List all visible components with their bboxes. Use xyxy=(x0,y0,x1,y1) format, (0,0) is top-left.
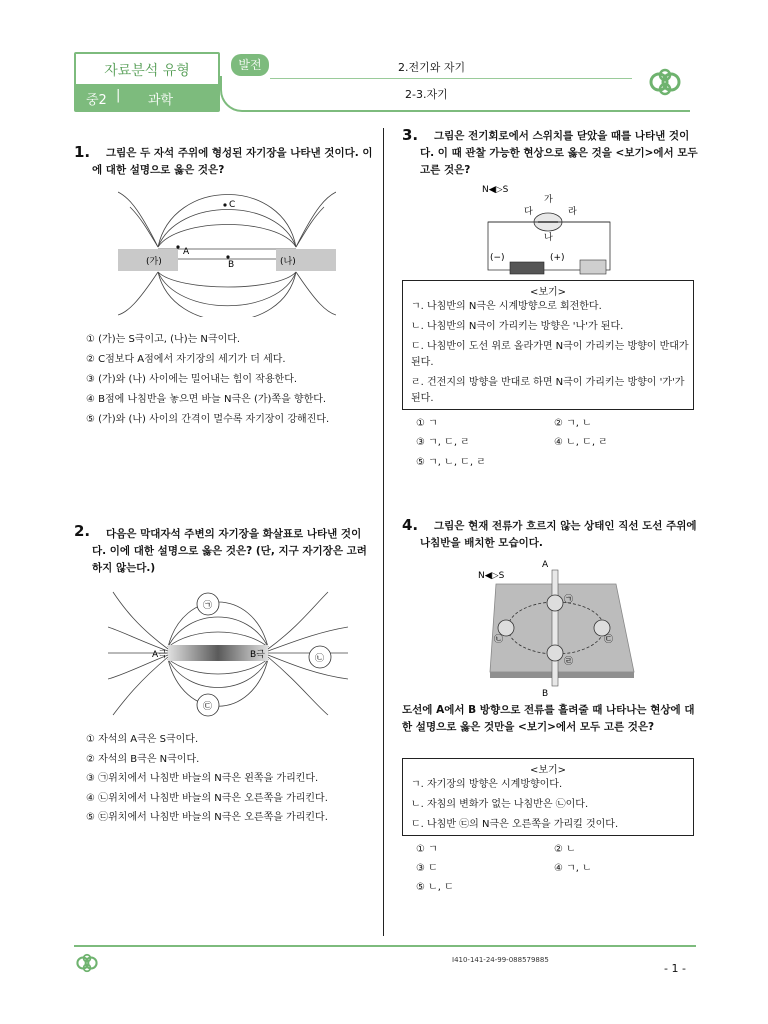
q1-choice-4[interactable]: ④ B점에 나침반을 놓으면 바늘 N극은 (가)쪽을 향한다. xyxy=(86,394,327,405)
q3-fig-da: 다 xyxy=(524,207,533,217)
header-frame-line xyxy=(258,110,690,112)
q4-fig-point-4: ㉣ xyxy=(564,657,574,667)
header-level-badge: 발전 xyxy=(231,54,269,76)
q4-figure xyxy=(476,556,640,700)
q2-choice-1[interactable]: ① 자석의 A극은 S극이다. xyxy=(86,734,199,745)
q2-choice-3[interactable]: ③ ㉠위치에서 나침반 바늘의 N극은 왼쪽을 가리킨다. xyxy=(86,773,319,784)
header-divider xyxy=(270,78,632,79)
q4-fig-point-1: ㉠ xyxy=(564,595,574,605)
q1-choice-2[interactable]: ② C점보다 A점에서 자기장의 세기가 더 세다. xyxy=(86,354,286,365)
header-chapter: 2.전기와 자기 xyxy=(398,61,466,74)
q3-answer-4[interactable]: ④ ㄴ, ㄷ, ㄹ xyxy=(554,437,608,448)
q3-fig-ga: 가 xyxy=(544,195,553,205)
header-grade-bar xyxy=(76,84,218,110)
page-number: - 1 - xyxy=(664,962,686,975)
q4-answer-4[interactable]: ④ ㄱ, ㄴ xyxy=(554,863,592,874)
q4-text-2: 도선에 A에서 B 방향으로 전류를 흘려줄 때 나타나는 현상에 대한 설명으로 옳은 것만을 <보기>에서 모두 고른 것은? xyxy=(402,704,695,733)
column-divider xyxy=(383,128,384,936)
q3-answer-2[interactable]: ② ㄱ, ㄴ xyxy=(554,418,592,429)
logo-icon xyxy=(646,66,684,98)
q3-bogi-title: <보기> xyxy=(529,287,567,298)
q3-text: 그림은 전기회로에서 스위치를 닫았을 때를 나타낸 것이다. 이 때 관찰 가능한 현상으로 옳은 것을 <보기>에서 모두 고른 것은? xyxy=(420,130,698,176)
q3-bogi-box xyxy=(402,280,694,410)
q2-choice-2[interactable]: ② 자석의 B극은 N극이다. xyxy=(86,754,200,765)
q2-number: 2. xyxy=(74,522,91,540)
q4-bogi-item-2: ㄴ. 자침의 변화가 없는 나침반은 ㉡이다. xyxy=(411,799,589,810)
q3-fig-na: 나 xyxy=(544,233,553,243)
q4-fig-b: B xyxy=(542,689,549,699)
header-separator: | xyxy=(116,88,121,103)
q2-fig-pole-b: B극 xyxy=(250,650,265,660)
q4-fig-point-2: ㉡ xyxy=(494,635,504,645)
q2-choice-4[interactable]: ④ ㉡위치에서 나침반 바늘의 N극은 오른쪽을 가리킨다. xyxy=(86,793,328,804)
header-subject: 과학 xyxy=(148,93,174,108)
q3-answer-3[interactable]: ③ ㄱ, ㄷ, ㄹ xyxy=(416,437,470,448)
header-grade: 중2 xyxy=(86,93,107,108)
q3-bogi-item-3: ㄷ. 나침반이 도선 위로 올라가면 N극이 가리키는 방향이 반대가 된다. xyxy=(411,341,689,368)
q2-text: 다음은 막대자석 주변의 자기장을 화살표로 나타낸 것이다. 이에 대한 설명으로 옳은 것은? (단, 지구 자기장은 고려하지 않는다.) xyxy=(92,528,367,574)
q3-answer-5[interactable]: ⑤ ㄱ, ㄴ, ㄷ, ㄹ xyxy=(416,457,486,468)
q3-number: 3. xyxy=(402,126,419,144)
q4-answer-3[interactable]: ③ ㄷ xyxy=(416,863,438,874)
q3-bogi-item-1: ㄱ. 나침반의 N극은 시계방향으로 회전한다. xyxy=(411,301,602,312)
q3-figure xyxy=(480,180,630,278)
q1-fig-label-left: (가) xyxy=(146,257,162,267)
q4-answer-2[interactable]: ② ㄴ xyxy=(554,844,576,855)
q1-fig-label-right: (나) xyxy=(280,257,296,267)
q1-fig-point-b: B xyxy=(228,260,235,270)
q1-text: 그림은 두 자석 주위에 형성된 자기장을 나타낸 것이다. 이에 대한 설명으로 옳은 것은? xyxy=(92,147,373,176)
q2-figure xyxy=(108,587,348,717)
q4-answer-1[interactable]: ① ㄱ xyxy=(416,844,438,855)
q4-number: 4. xyxy=(402,516,419,534)
q1-choice-3[interactable]: ③ (가)와 (나) 사이에는 밀어내는 힘이 작용한다. xyxy=(86,374,298,385)
footer-line xyxy=(74,945,696,947)
q2-fig-pole-a: A극 xyxy=(152,650,167,660)
q3-answer-1[interactable]: ① ㄱ xyxy=(416,418,438,429)
q4-text: 그림은 현재 전류가 흐르지 않는 상태인 직선 도선 주위에 나침반을 배치한 모습이다. xyxy=(420,520,697,549)
q1-choice-5[interactable]: ⑤ (가)와 (나) 사이의 간격이 멀수록 자기장이 강해진다. xyxy=(86,414,330,425)
q4-fig-ns: N◀▷S xyxy=(478,571,505,581)
footer-logo-icon xyxy=(74,952,100,974)
q4-fig-point-3: ㉢ xyxy=(604,635,614,645)
q2-fig-point-2: ㉡ xyxy=(315,654,325,664)
q1-fig-point-c: C xyxy=(229,200,236,210)
q3-fig-plus: (+) xyxy=(550,253,565,263)
footer-code: I410-141-24-99-088579885 xyxy=(452,956,549,964)
q4-bogi-item-3: ㄷ. 나침반 ㉢의 N극은 오른쪽을 가리킬 것이다. xyxy=(411,819,619,830)
header-type-box xyxy=(74,52,220,112)
q4-bogi-box xyxy=(402,758,694,836)
q3-bogi-item-4: ㄹ. 건전지의 방향을 반대로 하면 N극이 가리키는 방향이 '가'가 된다. xyxy=(411,377,685,404)
q4-bogi-item-1: ㄱ. 자기장의 방향은 시계방향이다. xyxy=(411,779,563,790)
q1-figure xyxy=(118,187,336,317)
q2-choice-5[interactable]: ⑤ ㉢위치에서 나침반 바늘의 N극은 오른쪽을 가리킨다. xyxy=(86,812,328,823)
q3-fig-ra: 라 xyxy=(568,207,577,217)
q3-bogi-item-2: ㄴ. 나침반의 N극이 가리키는 방향은 '나'가 된다. xyxy=(411,321,624,332)
q4-answer-5[interactable]: ⑤ ㄴ, ㄷ xyxy=(416,882,454,893)
header-frame-corner xyxy=(220,76,260,112)
q3-fig-minus: (−) xyxy=(490,253,505,263)
q1-number: 1. xyxy=(74,143,91,161)
q2-fig-point-1: ㉠ xyxy=(203,601,213,611)
header-type-label: 자료분석 유형 xyxy=(104,63,190,79)
q3-fig-ns: N◀▷S xyxy=(482,185,509,195)
q2-fig-point-3: ㉢ xyxy=(203,702,213,712)
q4-bogi-title: <보기> xyxy=(529,765,567,776)
q1-fig-point-a: A xyxy=(183,247,190,257)
header-section: 2-3.자기 xyxy=(405,88,448,101)
q1-choice-1[interactable]: ① (가)는 S극이고, (나)는 N극이다. xyxy=(86,334,241,345)
q4-fig-a: A xyxy=(542,560,549,570)
